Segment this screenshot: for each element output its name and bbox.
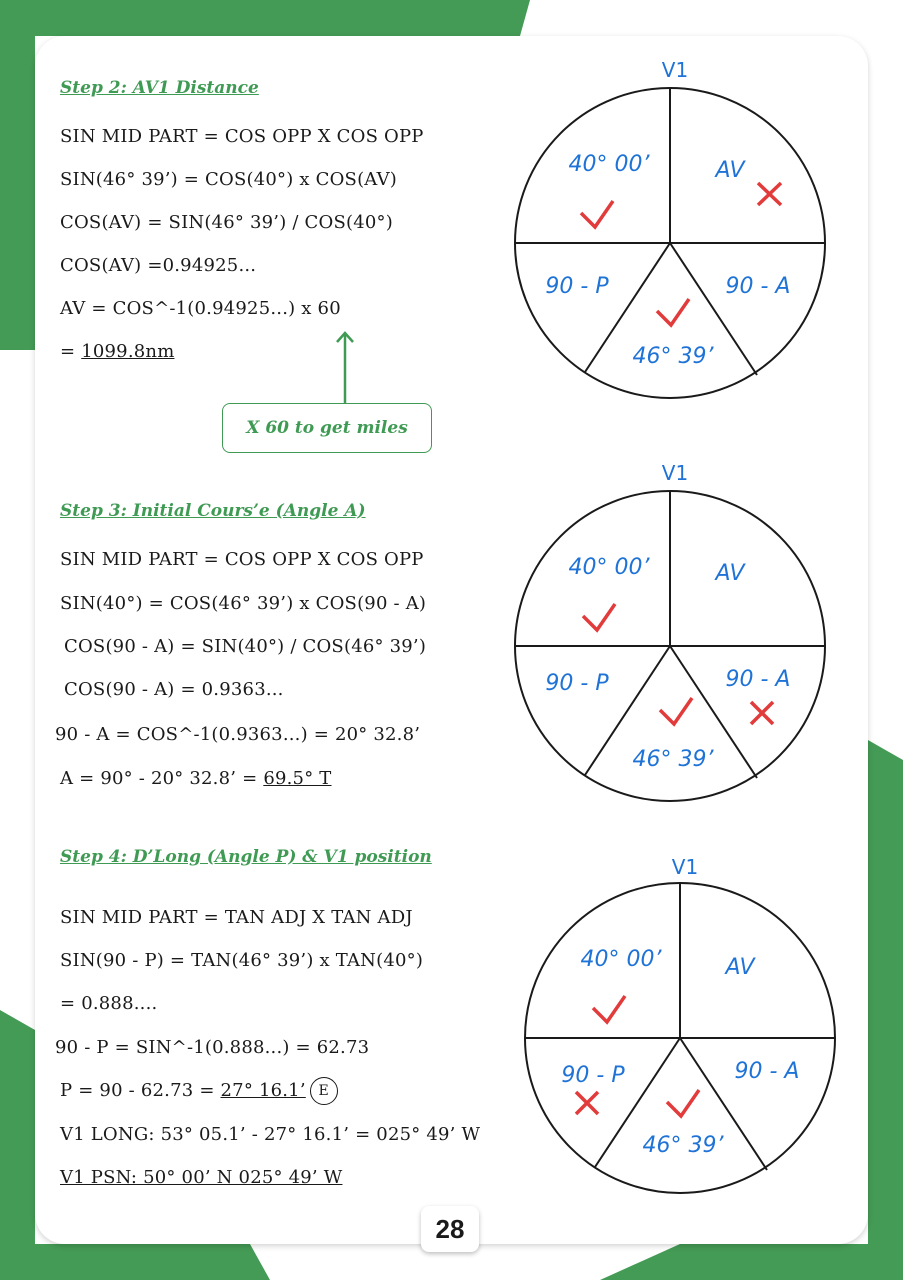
napier-diagram-3 <box>515 850 855 1210</box>
step4-line-1: SIN MID PART = TAN ADJ X TAN ADJ <box>60 907 413 928</box>
step4-p-prefix: P = 90 - 62.73 = <box>60 1080 221 1101</box>
diagram2-v1-label: V1 <box>661 461 689 485</box>
step2-title: Step 2: AV1 Distance <box>60 78 259 98</box>
step2-result-prefix: = <box>60 341 82 362</box>
step4-p-line <box>60 1077 338 1105</box>
diagram2-seg-top-right: AV <box>715 561 745 586</box>
check-icon <box>593 996 625 1022</box>
diagram1-seg-bottom: 46° 39’ <box>632 344 714 369</box>
diagram3-v1-label: V1 <box>671 855 699 879</box>
step3-line-3: COS(90 - A) = SIN(40°) / COS(46° 39’) <box>64 636 427 657</box>
step4-line-2: SIN(90 - P) = TAN(46° 39’) x TAN(40°) <box>60 950 424 971</box>
diagram3-seg-bottom: 46° 39’ <box>642 1133 724 1158</box>
page-number: 28 <box>421 1206 479 1252</box>
check-icon <box>660 698 692 724</box>
check-icon <box>581 201 613 227</box>
diagram1-seg-top-right: AV <box>715 158 745 183</box>
diagram1-v1-label: V1 <box>661 58 689 82</box>
note-box: X 60 to get miles <box>222 403 432 453</box>
check-icon <box>667 1090 699 1116</box>
diagram3-seg-left: 90 - P <box>561 1063 625 1088</box>
diagram3-seg-top-right: AV <box>725 955 755 980</box>
step4-v1-long: V1 LONG: 53° 05.1’ - 27° 16.1’ = 025° 49’ W <box>60 1124 481 1145</box>
up-arrow-icon <box>333 330 357 406</box>
step2-line-5: AV = COS^-1(0.94925...) x 60 <box>60 298 341 319</box>
step3-line-5: 90 - A = COS^-1(0.9363...) = 20° 32.8’ <box>55 724 421 745</box>
diagram1-seg-right: 90 - A <box>725 274 791 299</box>
cross-icon <box>751 702 773 724</box>
step4-v1-psn: V1 PSN: 50° 00’ N 025° 49’ W <box>60 1167 343 1188</box>
step4-p-value: 27° 16.1’ <box>220 1080 306 1101</box>
napier-diagram-1 <box>505 55 845 415</box>
step3-title: Step 3: Initial Cours’e (Angle A) <box>60 501 366 521</box>
diagram3-seg-top-left: 40° 00’ <box>580 947 662 972</box>
check-icon <box>657 299 689 325</box>
step3-line-1: SIN MID PART = COS OPP X COS OPP <box>60 549 424 570</box>
step3-result-prefix: A = 90° - 20° 32.8’ = <box>60 768 264 789</box>
step2-result <box>60 341 174 362</box>
step3-line-4: COS(90 - A) = 0.9363... <box>64 679 284 700</box>
cross-icon <box>576 1092 598 1114</box>
cross-icon <box>758 183 781 205</box>
east-badge: E <box>310 1077 338 1105</box>
diagram3-seg-right: 90 - A <box>734 1059 800 1084</box>
diagram2-seg-bottom: 46° 39’ <box>632 747 714 772</box>
step3-result <box>60 768 332 789</box>
step2-line-4: COS(AV) =0.94925... <box>60 255 257 276</box>
step3-line-2: SIN(40°) = COS(46° 39’) x COS(90 - A) <box>60 593 427 614</box>
diagram2-seg-right: 90 - A <box>725 667 791 692</box>
step2-result-value: 1099.8nm <box>81 341 175 362</box>
step2-line-2: SIN(46° 39’) = COS(40°) x COS(AV) <box>60 169 398 190</box>
napier-diagram-2 <box>505 458 845 818</box>
step2-line-3: COS(AV) = SIN(46° 39’) / COS(40°) <box>60 212 393 233</box>
diagram2-seg-top-left: 40° 00’ <box>568 555 650 580</box>
step4-line-4: 90 - P = SIN^-1(0.888...) = 62.73 <box>55 1037 370 1058</box>
step4-title: Step 4: D’Long (Angle P) & V1 position <box>60 847 432 867</box>
diagram2-seg-left: 90 - P <box>545 671 609 696</box>
step3-result-value: 69.5° T <box>263 768 332 789</box>
check-icon <box>583 604 615 630</box>
step2-line-1: SIN MID PART = COS OPP X COS OPP <box>60 126 424 147</box>
diagram1-seg-top-left: 40° 00’ <box>568 152 650 177</box>
step4-line-3: = 0.888.... <box>60 993 158 1014</box>
diagram1-seg-left: 90 - P <box>545 274 609 299</box>
